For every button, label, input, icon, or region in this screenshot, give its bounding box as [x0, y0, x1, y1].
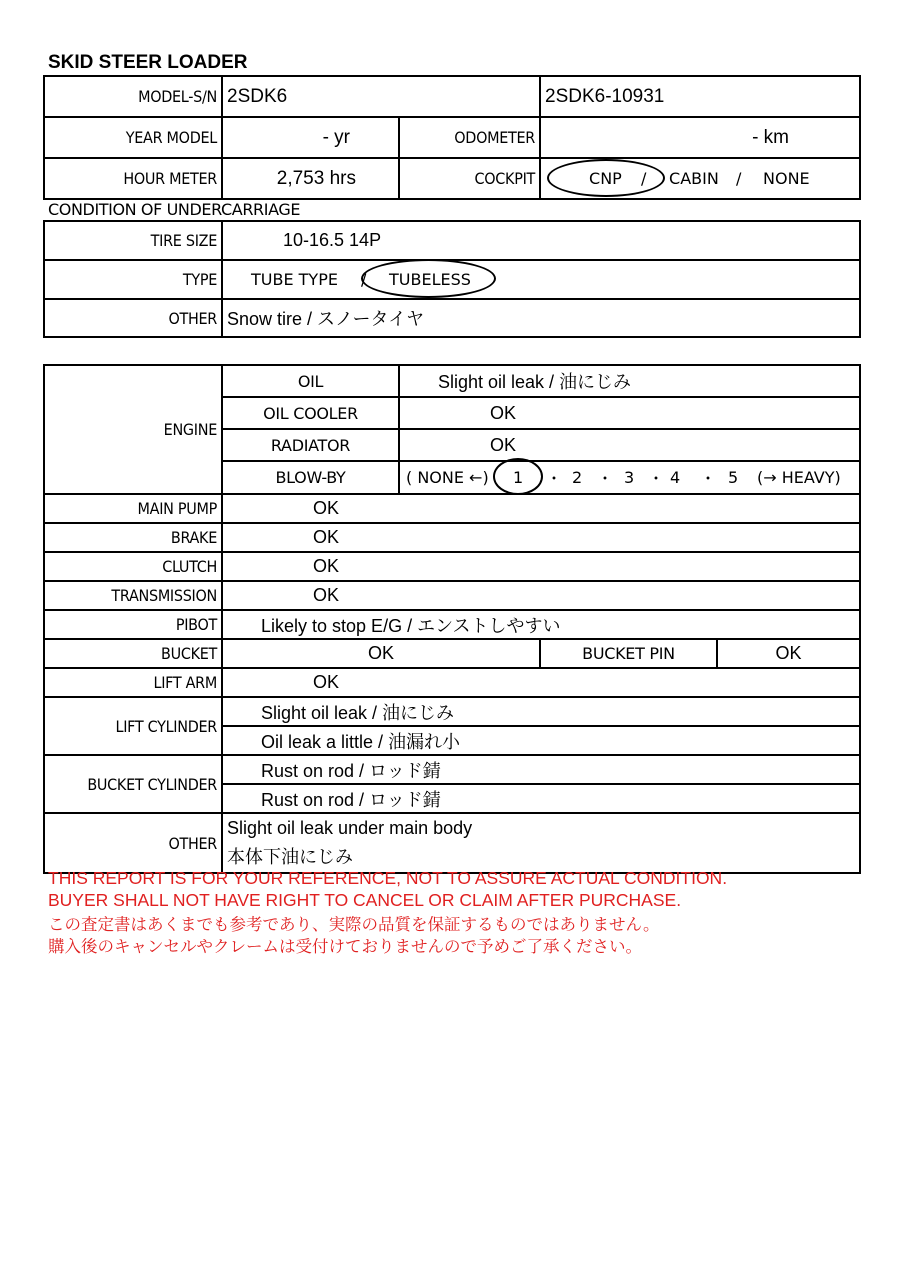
blowby-level-2: 2 [572, 468, 583, 487]
oil-cooler-label: OIL COOLER [222, 397, 399, 429]
serial-value: 2SDK6-10931 [540, 76, 860, 117]
model-sn-label: MODEL-S/N [44, 76, 222, 117]
main-pump-value: OK [222, 494, 860, 523]
pibot-label: PIBOT [44, 610, 222, 639]
cockpit-option-cabin: CABIN [669, 169, 719, 188]
blowby-none-end: ( NONE ←) [406, 468, 489, 487]
lift-cylinder-label: LIFT CYLINDER [44, 697, 222, 755]
blowby-level-4: 4 [670, 468, 681, 487]
other-tire-value: Snow tire / スノータイヤ [222, 299, 860, 337]
bucket-cylinder-value: Rust on rod / ロッド錆 [222, 784, 860, 813]
bucket-label: BUCKET [44, 639, 222, 668]
lift-cylinder-value: Slight oil leak / 油にじみ [222, 697, 860, 726]
odometer-value: - km [540, 117, 860, 158]
blowby-level-3: 3 [624, 468, 635, 487]
other-label: OTHER [44, 299, 222, 337]
bucket-pin-value: OK [717, 639, 860, 668]
bucket-cylinder-label: BUCKET CYLINDER [44, 755, 222, 813]
engine-label: ENGINE [44, 365, 222, 494]
disclaimer-line: BUYER SHALL NOT HAVE RIGHT TO CANCEL OR CLAIM AFTER PURCHASE. [48, 890, 682, 910]
main-pump-label: MAIN PUMP [44, 494, 222, 523]
type-selection-circle [361, 259, 496, 298]
cockpit-option-cnp: CNP [589, 169, 622, 188]
cockpit-separator: / [641, 169, 647, 188]
cockpit-separator: / [736, 169, 742, 188]
blowby-label: BLOW-BY [222, 461, 399, 494]
year-model-label: YEAR MODEL [44, 117, 222, 158]
lift-arm-label: LIFT ARM [44, 668, 222, 697]
oil-value: Slight oil leak / 油にじみ [399, 365, 860, 397]
blowby-scale [399, 461, 860, 494]
disclaimer-line: THIS REPORT IS FOR YOUR REFERENCE, NOT TO ASSURE ACTUAL CONDITION. [48, 868, 728, 888]
brake-label: BRAKE [44, 523, 222, 552]
page-title: SKID STEER LOADER [48, 52, 248, 73]
oil-label: OIL [222, 365, 399, 397]
type-options [222, 260, 860, 299]
bucket-value: OK [222, 639, 540, 668]
pibot-value: Likely to stop E/G / エンストしやすい [222, 610, 860, 639]
blowby-heavy-end: (→ HEAVY) [757, 468, 841, 487]
other-remark-line: 本体下油にじみ [227, 847, 353, 867]
inspection-table [43, 364, 861, 874]
type-option-tubeless: TUBELESS [389, 270, 471, 289]
disclaimer-line: 購入後のキャンセルやクレームは受付けておりませんので予めご了承ください。 [48, 937, 642, 956]
odometer-label: ODOMETER [399, 117, 540, 158]
tire-size-label: TIRE SIZE [44, 221, 222, 260]
brake-value: OK [222, 523, 860, 552]
other-remark-line: Slight oil leak under main body [227, 818, 473, 838]
transmission-label: TRANSMISSION [44, 581, 222, 610]
oil-cooler-value: OK [399, 397, 860, 429]
hour-meter-label: HOUR METER [44, 158, 222, 199]
transmission-value: OK [222, 581, 860, 610]
blowby-dot: ・ [700, 469, 717, 488]
hour-meter-value: 2,753 hrs [222, 158, 399, 199]
undercarriage-caption: CONDITION OF UNDERCARRIAGE [48, 200, 301, 219]
blowby-dot: ・ [597, 469, 614, 488]
disclaimer-line: この査定書はあくまでも参考であり、実際の品質を保証するものではありません。 [48, 915, 660, 934]
type-label: TYPE [44, 260, 222, 299]
blowby-dot: ・ [648, 469, 665, 488]
blowby-level-1: 1 [513, 468, 524, 487]
bucket-cylinder-value: Rust on rod / ロッド錆 [222, 755, 860, 784]
cockpit-option-none: NONE [763, 169, 810, 188]
blowby-dot: ・ [546, 469, 563, 488]
radiator-value: OK [399, 429, 860, 461]
clutch-value: OK [222, 552, 860, 581]
cockpit-selection-circle [547, 159, 665, 197]
blowby-selection-circle [493, 458, 543, 495]
radiator-label: RADIATOR [222, 429, 399, 461]
lift-cylinder-value: Oil leak a little / 油漏れ小 [222, 726, 860, 755]
model-value: 2SDK6 [222, 76, 540, 117]
header-table [43, 75, 861, 200]
type-separator: / [361, 270, 367, 289]
blowby-level-5: 5 [728, 468, 739, 487]
clutch-label: CLUTCH [44, 552, 222, 581]
lift-arm-value: OK [222, 668, 860, 697]
type-option-tube: TUBE TYPE [251, 270, 338, 289]
year-model-value: - yr [222, 117, 399, 158]
bucket-pin-label: BUCKET PIN [540, 639, 717, 668]
tire-size-value: 10-16.5 14P [222, 221, 860, 260]
other-label: OTHER [44, 813, 222, 873]
cockpit-label: COCKPIT [399, 158, 540, 199]
other-remarks [222, 813, 860, 873]
